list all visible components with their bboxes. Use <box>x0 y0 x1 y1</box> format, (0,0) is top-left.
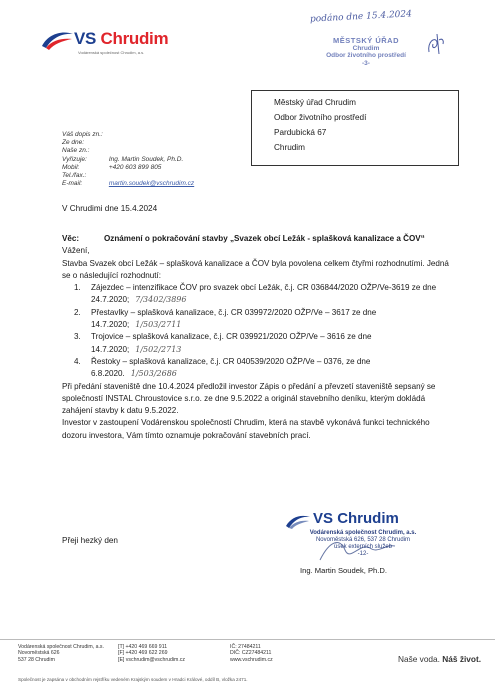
handwritten-ref: 1/503/2711 <box>135 320 182 330</box>
recipient-line: Chrudim <box>274 143 305 152</box>
stamp2-line: -12- <box>357 551 369 557</box>
footer-line: Vodárenská společnost Chrudim, a.s. <box>18 644 104 650</box>
paragraph-1: Stavba Svazek obcí Ležák – splašková kanalizace a ČOV byla povolena celkem čtyřmi rozhodnutími. Jedná se o následující rozhodnutí: <box>62 258 449 280</box>
email-link[interactable]: martin.soudek@vschrudim.cz <box>108 180 195 188</box>
meta-value <box>109 131 200 139</box>
paragraph-2: Při předání staveniště dne 10.4.2024 předložil investor Zápis o předání a převzetí staveniště sepsaný se společností INSTAL Chroustovice s.r.o. ze dne 9.5.2022 a originál stavebního deníku, kterým dokládá zahájení stavby k datu 9.5.2022. <box>62 381 436 416</box>
meta-label: Naše zn.: <box>62 147 90 155</box>
recipient-line: Pardubická 67 <box>274 128 327 137</box>
handwritten-signature <box>300 530 420 570</box>
handwritten-ref: 7/3402/3896 <box>135 295 187 305</box>
stamp2-line: Vodárenská společnost Chrudim, a.s. <box>309 530 417 536</box>
item-text: Zájezdec – intenzifikace ČOV pro svazek obcí Ležák, č.j. CR 036844/2020 OŽP/Ve-3619 ze dne 24.7.2020; <box>91 283 437 305</box>
stamp2-line: úsek externích služeb <box>333 544 393 550</box>
footer-ic: IČ: 27484211 <box>230 644 261 650</box>
footer-company <box>18 644 104 663</box>
handwritten-received-note: podáno dne 15.4.2024 <box>309 9 413 25</box>
stamp-line-4: -3- <box>362 59 370 67</box>
footer-slogan <box>398 654 481 664</box>
footer-line: Novoměstská 626 <box>18 650 60 657</box>
item-text: Přestavlky – splašková kanalizace, č.j. CR 039972/2020 OŽP/Ve – 3617 ze dne 14.7.2020; <box>91 307 377 330</box>
recipient-line: Odbor životního prostředí <box>274 113 367 122</box>
footer-dic: DIČ: CZ27484211 <box>230 650 272 657</box>
slogan-part-1: Naše voda. <box>398 654 440 664</box>
handwritten-ref: 1/502/2713 <box>135 344 182 354</box>
meta-label: Tel./fax.: <box>62 172 87 180</box>
stamp-chrudim: Chrudim <box>337 510 399 527</box>
logo-chrudim: Chrudim <box>100 29 169 48</box>
meta-value <box>109 139 200 147</box>
list-item <box>83 307 450 332</box>
item-text: Trojovice – splašková kanalizace, č.j. CR 039921/2020 OŽP/Ve – 3616 ze dne 14.7.2020; <box>91 332 372 354</box>
stamp-vs: VS <box>313 510 334 527</box>
stamp-line-3: Odbor životního prostředí <box>326 52 406 59</box>
stamp-line-2: Chrudim <box>352 44 380 52</box>
closing-line: Přeji hezký den <box>62 536 118 545</box>
salutation: Vážení, <box>62 246 90 256</box>
meta-value <box>109 147 200 155</box>
footer-web[interactable]: www.vschrudim.cz <box>230 656 273 663</box>
signer-name: Ing. Martin Soudek, Ph.D. <box>300 566 387 575</box>
meta-label: Vyřizuje: <box>62 155 87 163</box>
subject-text: Oznámení o pokračování stavby „Svazek obcí Ležák - splašková kanalizace a ČOV“ <box>104 234 425 243</box>
logo-vs: VS <box>74 29 97 48</box>
letter-date: V Chrudimi dne 15.4.2024 <box>62 204 158 213</box>
list-item <box>83 331 450 356</box>
logo-subtitle: Vodárenská společnost Chrudim, a.s. <box>78 50 145 55</box>
footer-phone: [T] +420 469 669 911 <box>118 644 168 650</box>
footer-fax: [F] +420 469 622 269 <box>118 650 168 657</box>
stamp2-line: Novoměstská 626, 537 28 Chrudim <box>315 537 411 543</box>
footer-divider <box>0 639 495 640</box>
list-item <box>83 356 450 381</box>
list-item <box>83 282 450 307</box>
footer-contacts <box>118 644 185 663</box>
letter-body <box>62 233 450 442</box>
received-stamp <box>306 37 426 67</box>
recipient-address <box>274 95 366 155</box>
meta-label: Mobil: <box>62 163 80 171</box>
stamp-swoosh-icon <box>285 514 311 530</box>
slogan-part-2: Náš život. <box>442 654 482 664</box>
handwritten-ref: 1/503/2686 <box>130 369 177 379</box>
decisions-list <box>62 282 450 380</box>
company-logo-swoosh-icon <box>40 30 74 52</box>
footer-email[interactable]: [E] vschrudim@vschrudim.cz <box>118 656 185 663</box>
footer-line: 537 28 Chrudim <box>18 656 55 663</box>
recipient-line: Městský úřad Chrudim <box>274 98 356 107</box>
initials-signature <box>425 30 445 56</box>
item-text: Řestoky – splašková kanalizace, č.j. CR 040539/2020 OŽP/Ve – 0376, ze dne 6.8.2020. <box>91 356 371 379</box>
subject-line <box>62 233 450 245</box>
stamp-line-1: MĚSTSKÝ ÚŘAD <box>332 36 399 45</box>
meta-value: +420 603 899 805 <box>108 163 162 171</box>
paragraph-3: Investor v zastoupení Vodárenskou společností Chrudim, která na stavbě vykonává funkci technického dozoru investora, Vám tímto oznamuje pokračování stavebních prací. <box>62 418 430 440</box>
meta-value: Ing. Martin Soudek, Ph.D. <box>108 155 184 163</box>
reference-block <box>62 131 200 188</box>
footer-ids <box>230 644 273 663</box>
company-logo <box>74 29 168 49</box>
subject-label: Věc: <box>62 234 80 243</box>
meta-label: Ze dne: <box>62 139 85 147</box>
meta-value <box>109 172 200 180</box>
meta-label: Váš dopis zn.: <box>62 131 103 138</box>
meta-label: E-mail: <box>62 180 83 188</box>
registration-note: Společnost je zapsána v obchodním rejstříku vedeném Krajským soudem v Hradci Králové, oddíl B, vložka 2471. <box>18 677 248 682</box>
stamp-logo-text <box>313 510 399 527</box>
